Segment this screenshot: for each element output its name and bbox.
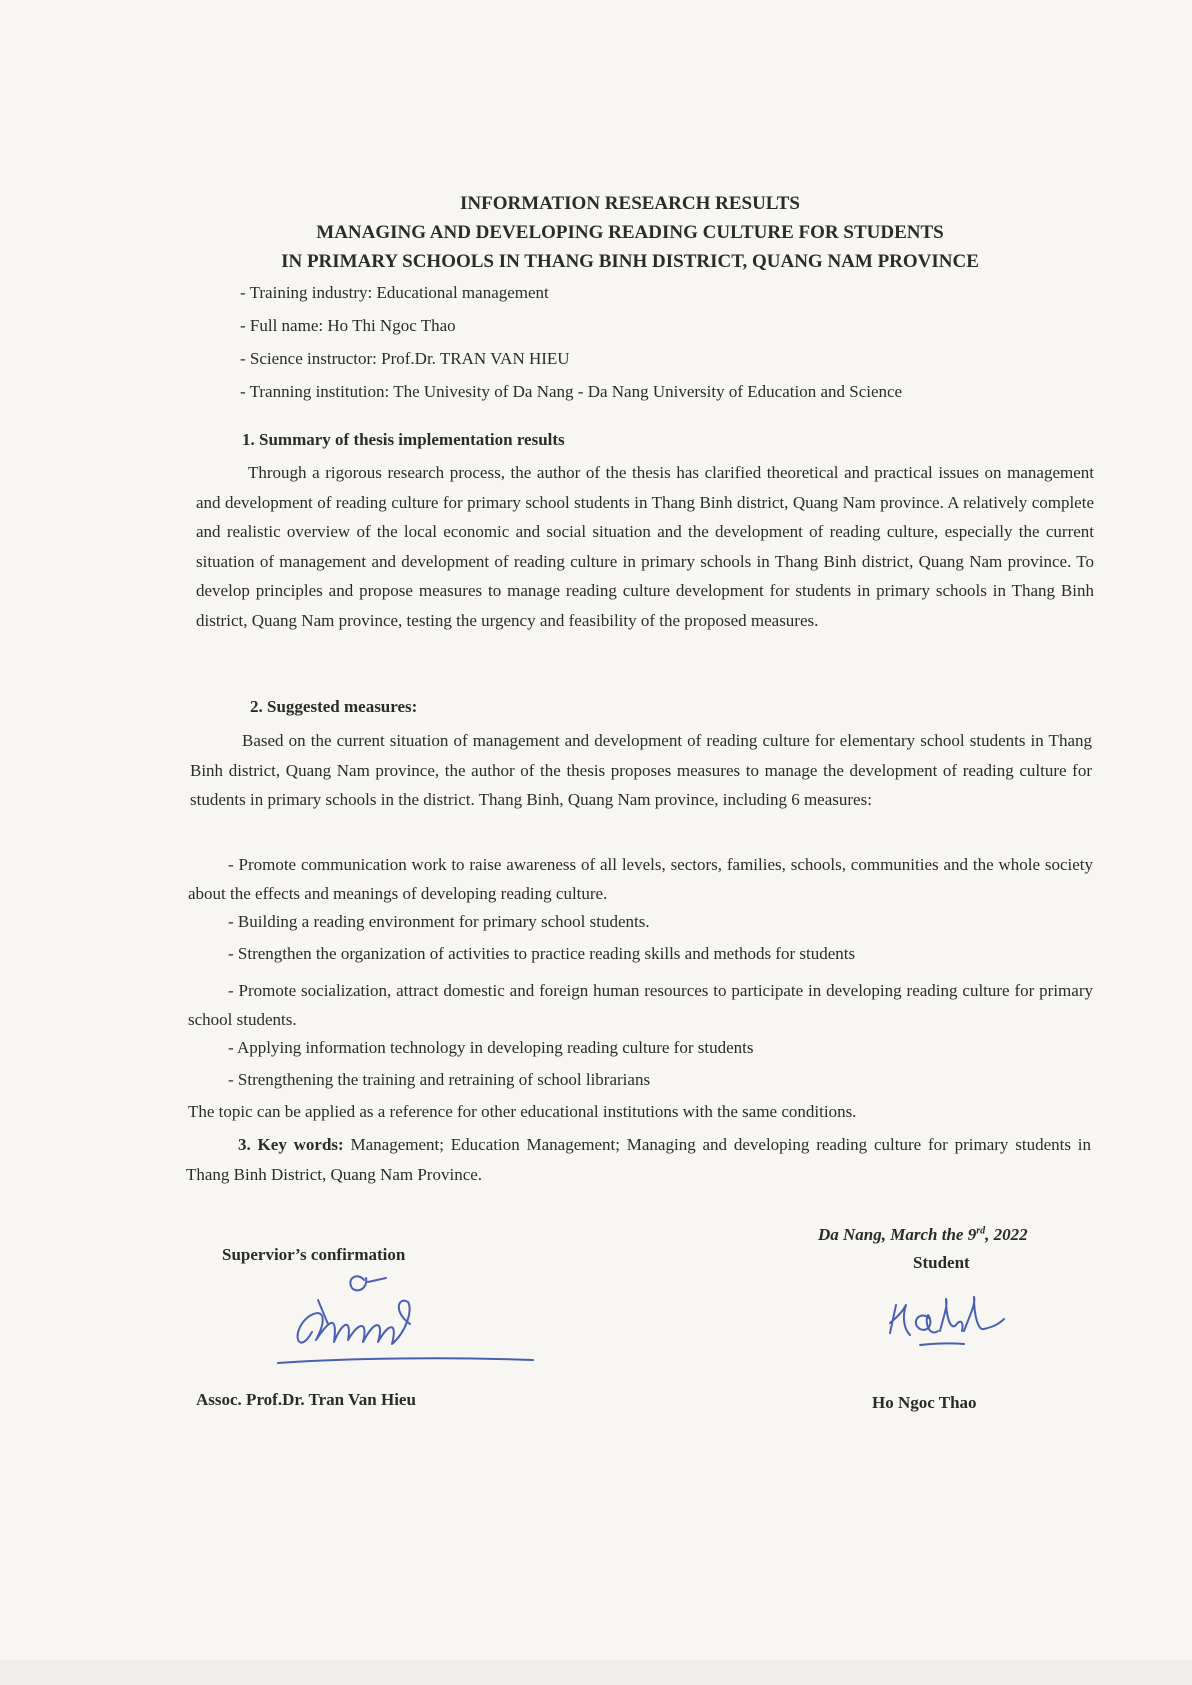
section-3-keywords	[186, 1130, 1091, 1189]
measure-item: - Applying information technology in developing reading culture for students	[228, 1038, 754, 1057]
section-2-intro: Based on the current situation of management and development of reading culture for elementary school students in Thang Binh district, Quang Nam province, the author of the thesis proposes measures to manage the development of reading culture for students in primary schools in the district. Thang Binh, Quang Nam province, including 6 measures:	[190, 731, 1092, 809]
keywords-text: Management; Education Management; Managing and developing reading culture for primary students in Thang Binh District, Quang Nam Province.	[186, 1135, 1091, 1184]
measure-item: - Promote communication work to raise awareness of all levels, sectors, families, schools, communities and the whole society about the effects and meanings of developing reading culture.	[188, 855, 1093, 903]
supervisor-name: Assoc. Prof.Dr. Tran Van Hieu	[196, 1390, 416, 1409]
student-signature	[880, 1275, 1030, 1365]
training-industry: - Training industry: Educational management	[240, 283, 549, 302]
document-subtitle-line-1: MANAGING AND DEVELOPING READING CULTURE FOR STUDENTS	[316, 222, 944, 243]
student-name: Ho Ngoc Thao	[872, 1393, 977, 1412]
full-name: - Full name: Ho Thi Ngoc Thao	[240, 316, 456, 335]
measure-item: - Strengthening the training and retraining of school librarians	[228, 1070, 651, 1089]
science-instructor: - Science instructor: Prof.Dr. TRAN VAN HIEU	[240, 349, 570, 368]
document-subtitle-line-2: IN PRIMARY SCHOOLS IN THANG BINH DISTRICT, QUANG NAM PROVINCE	[281, 251, 979, 272]
training-institution: - Tranning institution: The Univesity of Da Nang - Da Nang University of Education and Science	[240, 382, 903, 401]
section-2-conclusion: The topic can be applied as a reference for other educational institutions with the same conditions.	[188, 1102, 857, 1121]
section-2-heading: 2. Suggested measures:	[250, 697, 418, 716]
page-bottom-edge	[0, 1660, 1192, 1685]
section-1-heading: 1. Summary of thesis implementation results	[242, 430, 565, 449]
student-label: Student	[913, 1253, 970, 1272]
signing-date: Da Nang, March the 9rd, 2022	[818, 1225, 1028, 1244]
supervisor-signature	[268, 1262, 538, 1372]
measure-item: - Promote socialization, attract domestic and foreign human resources to participate in developing reading culture for primary school students.	[188, 981, 1093, 1029]
measure-item: - Building a reading environment for primary school students.	[228, 912, 650, 931]
measure-item: - Strengthen the organization of activities to practice reading skills and methods for students	[228, 944, 856, 963]
section-3-heading: 3. Key words:	[238, 1135, 344, 1154]
section-1-body: Through a rigorous research process, the author of the thesis has clarified theoretical and practical issues on management and development of reading culture for primary school students in Thang Binh district, Quang Nam province. A relatively complete and realistic overview of the local economic and social situation and the development of reading culture, especially the current situation of management and development of reading culture in primary schools in Thang Binh district, Quang Nam province. To develop principles and propose measures to manage reading culture development for students in primary schools in Thang Binh district, Quang Nam province, testing the urgency and feasibility of the proposed measures.	[196, 463, 1094, 630]
document-title: INFORMATION RESEARCH RESULTS	[460, 193, 800, 214]
supervisor-confirmation-label: Supervior’s confirmation	[222, 1245, 406, 1264]
